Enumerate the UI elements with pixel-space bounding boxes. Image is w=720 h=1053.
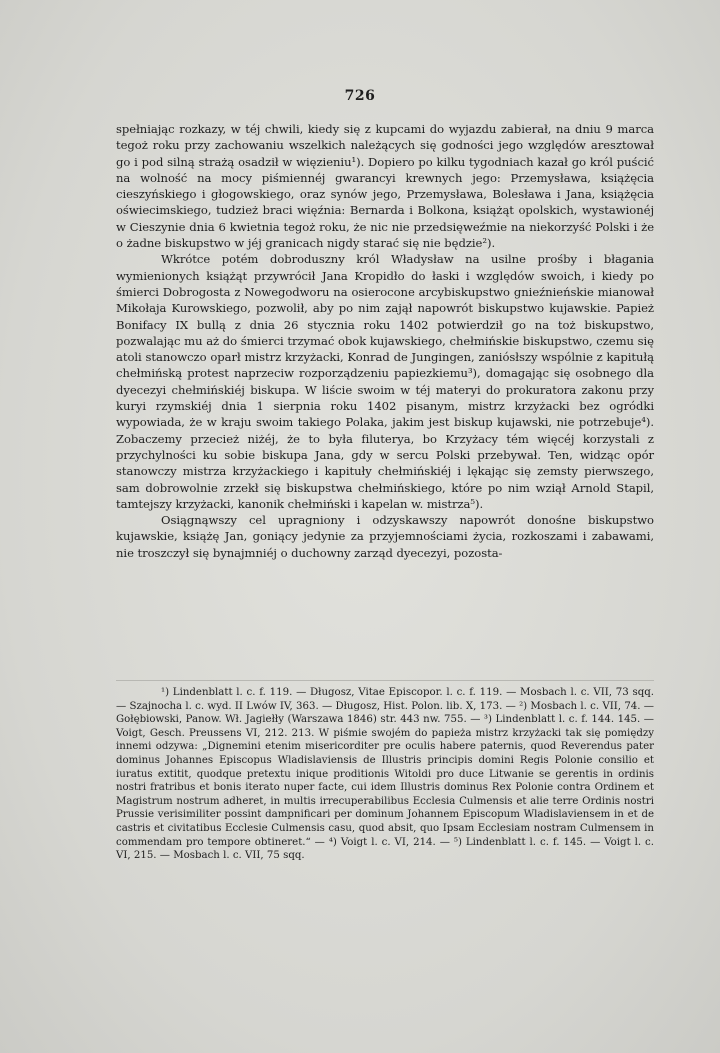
page-number: 726 [344,88,376,104]
footnotes [116,686,654,863]
paragraph-1: spełniając rozkazy, w téj chwili, kiedy się z kupcami do wyjazdu zabierał, na dniu 9 marca tegoż roku przy zachowaniu wszelkich należących się godności jego względów aresztował go i pod silną strażą osadził w więzieniu¹). Dopiero po kilku tygodniach kazał go król puścić na wolność na mocy piśmiennéj gwarancyi krewnych jego: Przemysława, książęcia cieszyńskiego i głogowskiego, oraz synów jego, Przemysława, Bolesława i Jana, książęcia oświecimskiego, tudzież braci więźnia: Bernarda i Bolkona, książąt opolskich, wystawionéj w Cieszynie dnia 6 kwietnia tegoż roku, że nic nie przedsięweźmie na niekorzyść Polski i że o żadne biskupstwo w jéj granicach nigdy starać się nie będzie²). [116,122,654,251]
paragraph-3: Osiągnąwszy cel upragniony i odzyskawszy napowrót donośne biskupstwo kujawskie, książę Jan, goniący jedynie za przyjemnościami życia, rozkoszami i zabawami, nie troszczył się bynajmniéj o duchowny zarząd dyecezyi, pozosta- [116,513,654,560]
paragraph-2: Wkrótce potém dobroduszny król Władysław na usilne prośby i błagania wymienionych książąt przywrócił Jana Kropidło do łaski i względów swoich, i kiedy po śmierci Dobrogosta z Nowegodworu na osierocone arcybiskupstwo gnieźnieńskie mianował Mikołaja Kurowskiego, pozwolił, aby po nim zajął napowrót biskupstwo kujawskie. Papież Bonifacy IX bullą z dnia 26 stycznia roku 1402 potwierdził go na toż biskupstwo, pozwalając mu aż do śmierci trzymać obok kujawskiego, chełmińskie biskupstwo, czemu się atoli stanowczo oparł mistrz krzyżacki, Konrad de Jungingen, zaniósłszy wspólnie z kapitułą chełmińską protest naprzeciw rozporządzeniu papiezkiemu³), domagając się osobnego dla dyecezyi chełmińskiéj biskupa. W liście swoim w téj materyi do prokuratora zakonu przy kuryi rzymskiéj dnia 1 sierpnia roku 1402 pisanym, mistrz krzyżacki bez ogródki wypowiada, że w kraju swoim takiego Polaka, jakim jest biskup kujawski, nie potrzebuje⁴). Zobaczemy przecież niżéj, że to była filuterya, bo Krzyżacy tém więcéj korzystali z przychylności ku sobie biskupa Jana, gdy w sercu Polski przebywał. Ten, widząc opór stanowczy mistrza krzyżackiego i kapituły chełmińskiéj i lękając się zemsty pierwszego, sam dobrowolnie zrzekł się biskupstwa chełmińskiego, które po nim wziął Arnold Stapil, tamtejszy krzyżacki, kanonik chełmiński i kapelan w. mistrza⁵). [116,252,654,511]
footnote-block: ¹) Lindenblatt l. c. f. 119. — Długosz, Vitae Episcopor. l. c. f. 119. — Mosbach l. c. VII, 73 sqq. — Szajnocha l. c. wyd. II Lwów IV, 363. — Długosz, Hist. Polon. lib. X, 173. — ²) Mosbach l. c. VII, 74. — Gołębiowski, Panow. Wł. Jagiełły (Warszawa 1846) str. 443 nw. 755. — ³) Lindenblatt l. c. f. 144. 145. — Voigt, Gesch. Preussens VI, 212. 213. W piśmie swojém do papieża mistrz krzyżacki tak się pomiędzy innemi odzywa: „Dignemini etenim misericorditer pre oculis habere paternis, quod Reverendus pater dominus Johannes Episcopus Wladislaviensis de Illustris principis domini Regis Polonie consilio et iuratus extitit, quodque pretextu inique proditionis Witoldi pro duce Litwanie se gerentis in ordinis nostri fratribus et bonis iterato nuper facte, cui idem Illustris dominus Rex Polonie contra Ordinem et Magistrum nostrum adheret, in multis irrecuperabilibus Ecclesia Culmensis et alie terre Ordinis nostri Prussie verisimiliter possint dampnificari per dominum Johannem Episcopum Wladislaviensem in et de castris et civitatibus Ecclesie Culmensis casu, quod absit, quo Ipsam Ecclesiam nostram Culmensem in commendam pro tempore obtineret.“ — ⁴) Voigt l. c. VI, 214. — ⁵) Lindenblatt l. c. f. 145. — Voigt l. c. VI, 215. — Mosbach l. c. VII, 75 sqq. [116,687,654,862]
main-text [116,121,654,561]
footnote-divider [116,680,654,681]
